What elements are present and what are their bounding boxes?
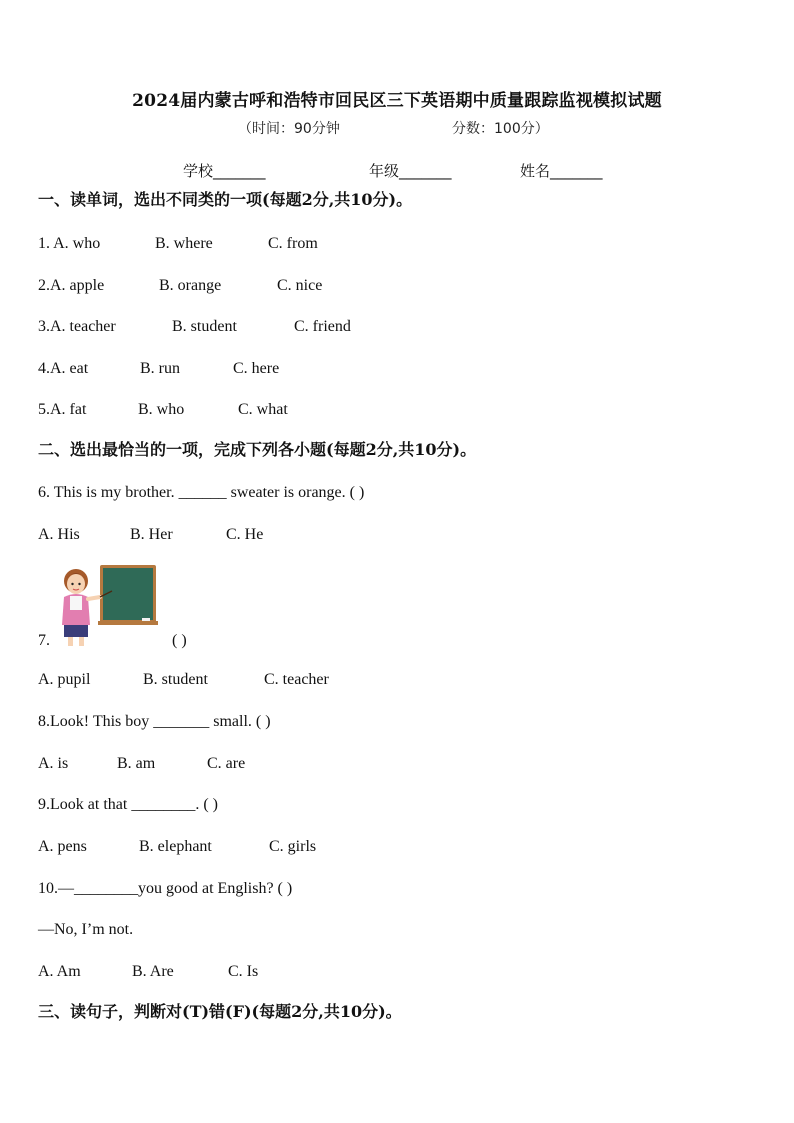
name-field: 姓名_______ — [520, 162, 603, 180]
q8-option-c: C. are — [207, 755, 246, 772]
q2-option-c: C. nice — [277, 277, 323, 294]
grade-field: 年级_______ — [369, 162, 452, 180]
section-3-heading: 三、读句子，判断对(T)错(F)(每题2分,共10分)。 — [38, 1002, 402, 1021]
q6-option-a: A. His — [38, 526, 80, 543]
question-5 — [38, 400, 288, 420]
q4-option-a: 4.A. eat — [38, 360, 89, 377]
question-9-options — [38, 837, 317, 857]
section-2-heading: 二、选出最恰当的一项，完成下列各小题(每题2分,共10分)。 — [38, 440, 477, 459]
q1-option-b: B. where — [155, 235, 213, 252]
question-7-options — [38, 670, 329, 690]
q7-option-c: C. teacher — [264, 671, 329, 688]
q9-option-b: B. elephant — [139, 838, 212, 855]
q4-option-c: C. here — [233, 360, 280, 377]
school-field: 学校_______ — [183, 162, 266, 180]
question-8-options — [38, 754, 246, 774]
blackboard — [103, 568, 153, 620]
question-1 — [38, 234, 318, 254]
question-6-stem: 6. This is my brother. ______ sweater is orange. ( ) — [38, 484, 365, 501]
q2-option-b: B. orange — [159, 277, 222, 294]
question-10-stem: 10.—________you good at English? ( ) — [38, 880, 293, 897]
q10-option-c: C. Is — [228, 963, 259, 980]
section-1-heading: 一、读单词，选出不同类的一项(每题2分,共10分)。 — [38, 190, 413, 209]
teacher-blackboard-picture — [56, 563, 160, 647]
q7-option-a: A. pupil — [38, 671, 91, 688]
blackboard-ledge — [98, 621, 158, 625]
q8-option-a: A. is — [38, 755, 69, 772]
q9-option-a: A. pens — [38, 838, 87, 855]
page-title: 2024届内蒙古呼和浩特市回民区三下英语期中质量跟踪监视模拟试题 — [132, 91, 662, 111]
q3-option-b: B. student — [172, 318, 237, 335]
q3-option-a: 3.A. teacher — [38, 318, 116, 335]
question-3 — [38, 317, 351, 337]
question-10-options — [38, 962, 259, 982]
question-4 — [38, 359, 280, 379]
q7-answer-paren: ( ) — [172, 632, 187, 649]
question-8-stem: 8.Look! This boy _______ small. ( ) — [38, 713, 271, 730]
question-7 — [38, 631, 187, 651]
exam-score: 分数：100分） — [452, 121, 549, 137]
q5-option-b: B. who — [138, 401, 185, 418]
q6-option-c: C. He — [226, 526, 264, 543]
q2-option-a: 2.A. apple — [38, 277, 105, 294]
q10-option-a: A. Am — [38, 963, 81, 980]
q5-option-a: 5.A. fat — [38, 401, 87, 418]
q10-option-b: B. Are — [132, 963, 174, 980]
q8-option-b: B. am — [117, 755, 156, 772]
q1-option-c: C. from — [268, 235, 318, 252]
exam-time: （时间：90分钟 — [238, 121, 340, 137]
question-9-stem: 9.Look at that ________. ( ) — [38, 796, 218, 813]
q6-option-b: B. Her — [130, 526, 173, 543]
chalk-eraser — [142, 618, 150, 621]
q7-number: 7. — [38, 632, 50, 649]
q7-option-b: B. student — [143, 671, 208, 688]
q5-option-c: C. what — [238, 401, 288, 418]
q1-option-a: 1. A. who — [38, 235, 101, 252]
question-6-options — [38, 525, 264, 545]
q3-option-c: C. friend — [294, 318, 351, 335]
q4-option-b: B. run — [140, 360, 180, 377]
q9-option-c: C. girls — [269, 838, 317, 855]
question-10-reply: —No, I’m not. — [38, 921, 134, 938]
question-2 — [38, 276, 323, 296]
